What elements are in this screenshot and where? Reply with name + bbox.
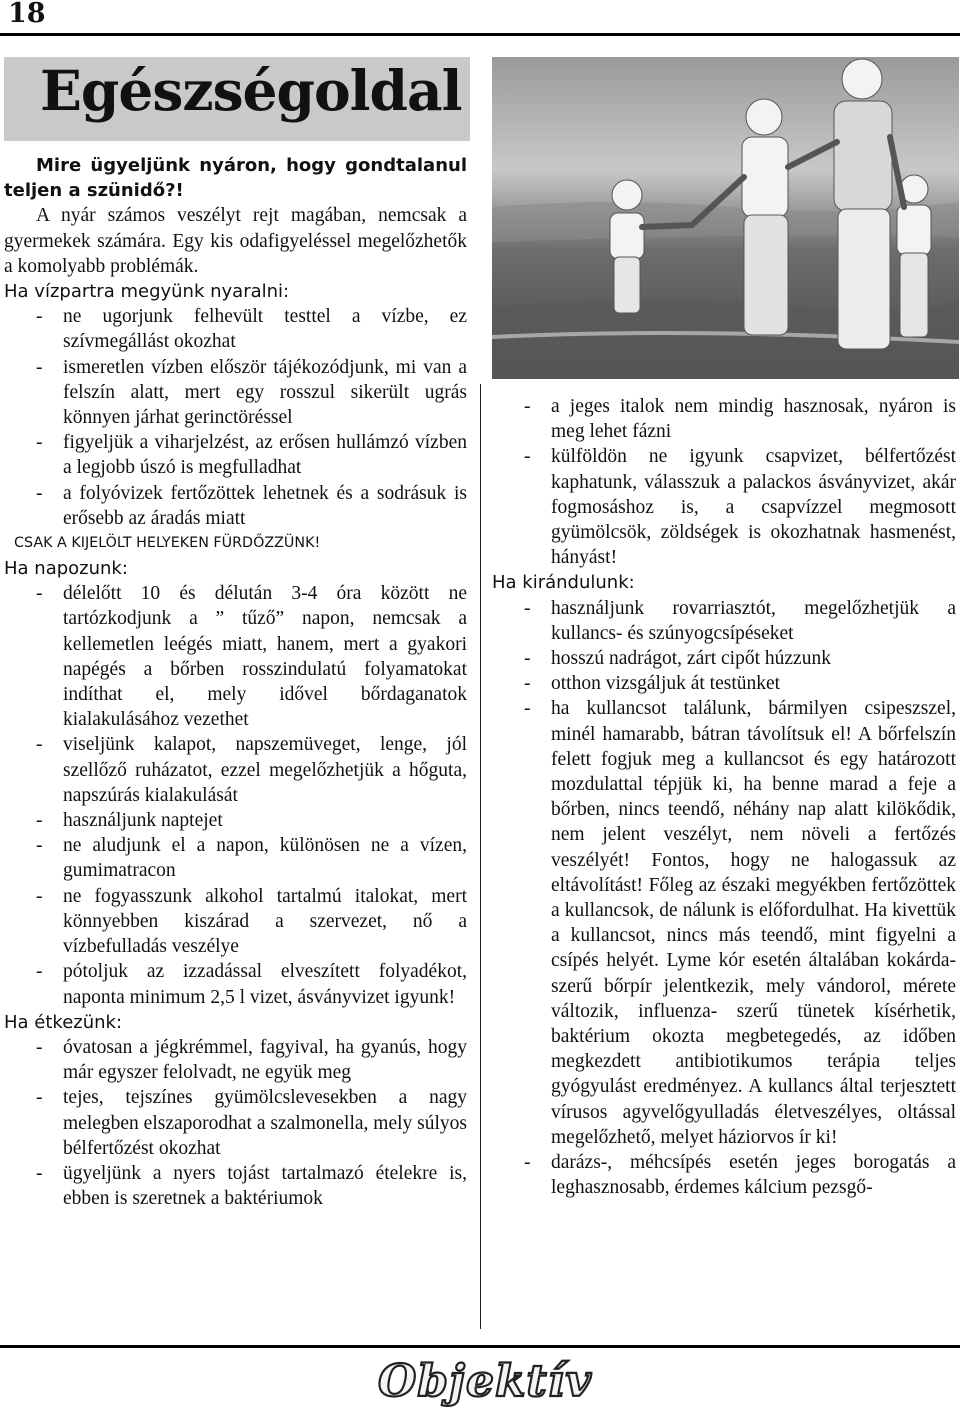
page-number: 18 xyxy=(8,0,46,29)
section-heading-food: Ha étkezünk: xyxy=(4,1011,123,1033)
list-item: - külföldön ne igyunk csapvizet, bélfertőzést kaphatunk, válasszuk a palackos ásványvizet, akár fogmosáshoz is, a csapvízzel megmosott gyümölcsök, zöldségek is okozhatnak hasmenést, hányást! xyxy=(524,446,956,569)
svg-text:Objektív: Objektív xyxy=(377,1356,593,1407)
page-title: Egészségoldal xyxy=(40,58,462,123)
list-item: - délelőtt 10 és délután 3-4 óra között ne tartózkodjunk a ” tűző” napon, nemcsak a kellemetlen leégés miatt, hanem, mert a gyakori napégés a bőrben rosszindulatú folyamatokat indíthat el, mely idővel bőrdaganatok kialakulásához vezethet xyxy=(36,583,467,731)
list-item: - ne fogyasszunk alkohol tartalmú italokat, mert könnyebben kiszárad a szervezet, nő a vízbefulladás veszélye xyxy=(36,885,467,958)
list-item: - használjunk rovarriasztót, megelőzhetjük a kullancs- és szúnyogcsípéseket xyxy=(524,597,956,644)
list-item: - viseljünk kalapot, napszemüveget, lenge, jól szellőző ruházatot, ezzel megelőzhetjük a hőguta, napszúrás kialakulását xyxy=(36,734,467,806)
list-item: - ne ugorjunk felhevült testtel a vízbe, ez szívmegállást okozhat xyxy=(36,306,467,353)
list-item: - ismeretlen vízben először tájékozódjunk, mi van a felszín alatt, mert egy rosszul sikerült ugrás könnyen járhat gerinctöréssel xyxy=(36,356,467,429)
list-item: - ne aludjunk el a napon, különösen ne a vízen, gumimatracon xyxy=(36,835,467,882)
intro-text: A nyár számos veszélyt rejt magában, nemcsak a gyermekek számára. Egy kis odafigyeléssel megelőzhetők a komolyabb problémák. xyxy=(4,205,467,277)
column-divider xyxy=(480,384,481,1329)
list-item: - hosszú nadrágot, zárt cipőt húzzunk xyxy=(524,648,831,670)
bathing-notice: CSAK A KIJELÖLT HELYEKEN FÜRDŐZZÜNK! xyxy=(14,535,321,552)
intro-heading: Mire ügyeljünk nyáron, hogy gondtalanul teljen a szünidő?! xyxy=(4,155,467,202)
section-heading-sun: Ha napozunk: xyxy=(4,558,128,580)
list-item: - figyeljük a viharjelzést, az erősen hullámzó vízben a legjobb úszó is megfulladhat xyxy=(36,432,467,479)
list-item: - óvatosan a jégkrémmel, fagyival, ha gyanús, hogy már egyszer felolvadt, ne együk meg xyxy=(36,1036,467,1084)
list-item: - ügyeljünk a nyers tojást tartalmazó ételekre is, ebben is szeretnek a baktériumok xyxy=(36,1162,467,1210)
list-item: - tejes, tejszínes gyümölcslevesekben a nagy melegben elszaporodhat a szalmonella, mely súlyos bélfertőzést okozhat xyxy=(36,1087,467,1159)
list-item: - otthon vizsgáljuk át testünket xyxy=(524,673,781,695)
footer-rule xyxy=(0,1345,960,1348)
section-heading-water: Ha vízpartra megyünk nyaralni: xyxy=(4,281,290,303)
left-column xyxy=(4,153,467,1211)
list-item: - ha kullancsot találunk, bármilyen csipeszszel, minél hamarabb, bátran távolítsuk el! A bőrfelszín felett fogjuk meg a kullancsot és egy határozott mozdulattal tépjük ki, ha benne marad a feje a bőrben, nincs teendő, néhány nap alatt kilökődik, nem jelent veszélyt, nem növeli a fertőzés veszélyét! Fontos, hogy ne halogassuk az eltávolítást! Főleg az északi megyékben fertőzöttek a kullancsok, de nálunk is előfordulhat. Ha kivettük a kullancsot, nincs más teendő, mint figyelni a csípés helyét. Lyme kór esetén általában kokárda- szerű bőrpír jelentkezik, mely vándorol, mérete változik, influenza- szerű tünetek kísérhetik, baktérium okozta megbetegedés, az időben megkezdett antibiotikumos terápia teljes gyógyulást eredményez. A kullancs által terjesztett vírusos agyvelőgyulladás életveszélyes, oltással megelőzhető, melyet háziorvos ír ki! xyxy=(524,698,956,1148)
family-beach-photo xyxy=(492,57,959,379)
objektiv-logo xyxy=(360,1352,610,1408)
list-item: - használjunk naptejet xyxy=(36,810,223,832)
list-item: - a jeges italok nem mindig hasznosak, nyáron is meg lehet fázni xyxy=(524,396,956,443)
right-column xyxy=(492,394,956,1201)
list-item: - a folyóvizek fertőzöttek lehetnek és a sodrásuk is erősebb az áradás miatt xyxy=(36,482,467,529)
section-heading-hike: Ha kirándulunk: xyxy=(492,572,635,594)
list-item: - darázs-, méhcsípés esetén jeges borogatás a leghasznosabb, érdemes kálcium pezsgő- xyxy=(524,1152,956,1199)
header-rule xyxy=(0,33,960,36)
list-item: - pótoljuk az izzadással elveszített folyadékot, naponta minimum 2,5 l vizet, ásványvizet igyunk! xyxy=(36,961,467,1008)
